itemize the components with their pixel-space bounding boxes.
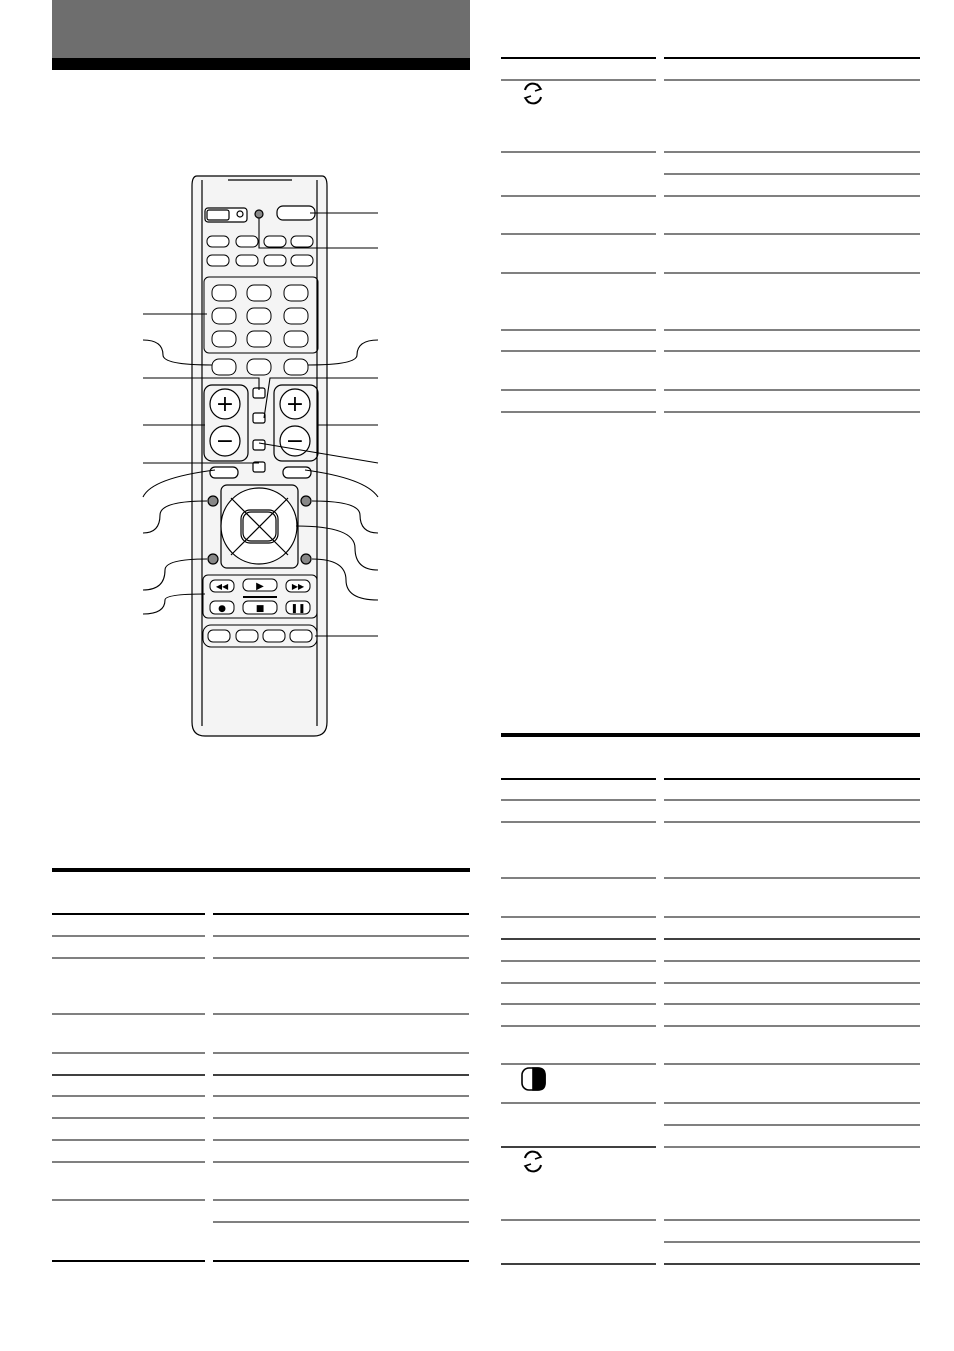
svg-text:■: ■	[255, 604, 265, 614]
svg-text:▶▶: ▶▶	[291, 582, 305, 591]
refresh-icon	[525, 1152, 541, 1172]
svg-text:▶: ▶	[256, 581, 264, 592]
svg-text:◀◀: ◀◀	[215, 582, 229, 591]
volume-plus-symbol: +	[215, 392, 235, 417]
svg-text:●: ●	[218, 604, 226, 614]
svg-text:❚❚: ❚❚	[290, 604, 306, 614]
refresh-icon	[525, 84, 541, 104]
program-plus-symbol: +	[285, 392, 305, 417]
half-circle-icon	[522, 1068, 545, 1090]
program-minus-symbol: −	[285, 429, 305, 454]
volume-minus-symbol: −	[215, 429, 235, 454]
